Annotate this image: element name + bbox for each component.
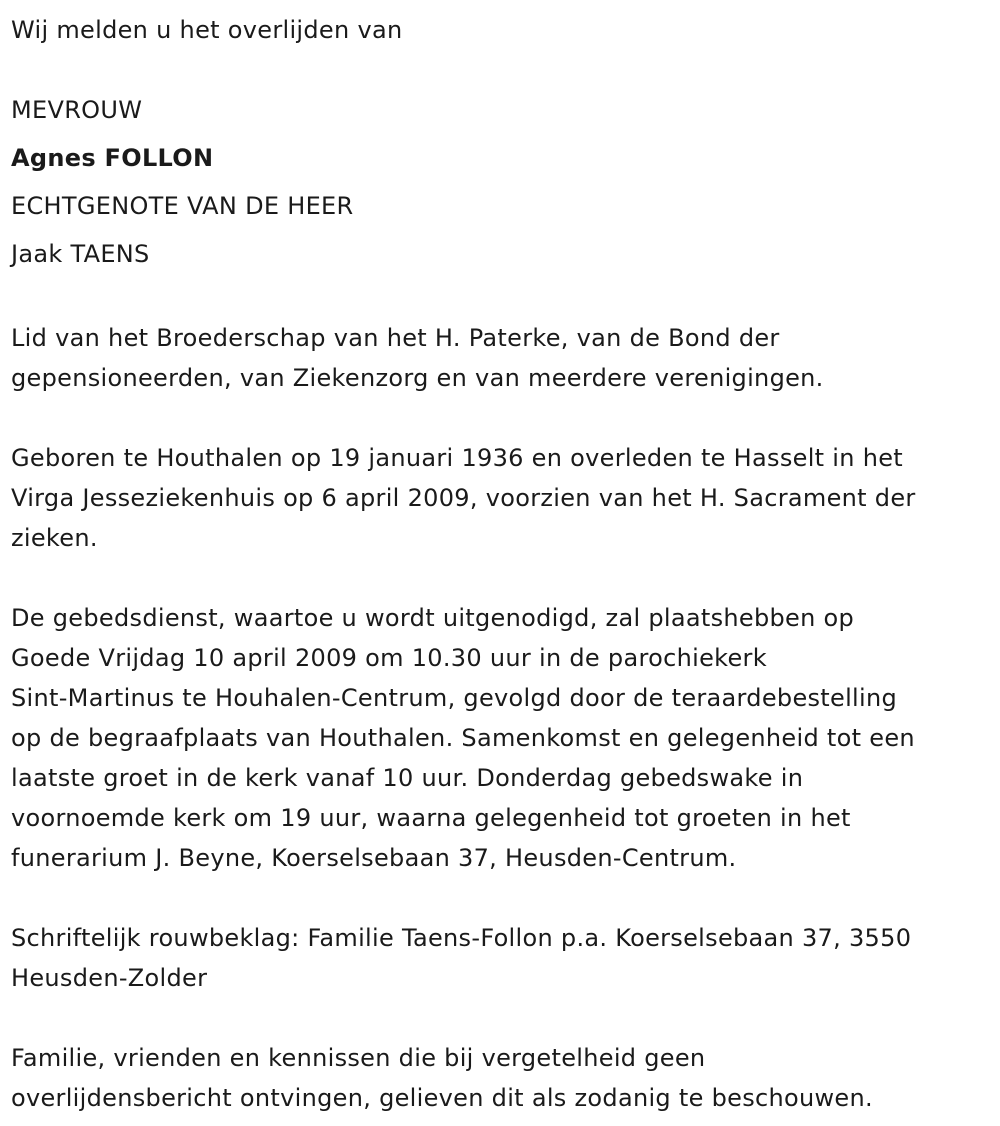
birth-death-line: zieken. bbox=[11, 524, 98, 552]
service-line: laatste groet in de kerk vanaf 10 uur. Donderdag gebedswake in bbox=[11, 764, 804, 792]
service-paragraph bbox=[11, 598, 991, 878]
birth-death-line: Virga Jesseziekenhuis op 6 april 2009, voorzien van het H. Sacrament der bbox=[11, 484, 916, 512]
obituary-notice bbox=[11, 6, 991, 1118]
service-line: op de begraafplaats van Houthalen. Samenkomst en gelegenheid tot een bbox=[11, 724, 915, 752]
spacer bbox=[11, 878, 991, 918]
spacer bbox=[11, 54, 991, 86]
service-line: funerarium J. Beyne, Koerselsebaan 37, Heusden-Centrum. bbox=[11, 844, 737, 872]
spacer bbox=[11, 558, 991, 598]
spacer bbox=[11, 998, 991, 1038]
birth-death-paragraph bbox=[11, 438, 991, 558]
closing-line: Familie, vrienden en kennissen die bij vergetelheid geen bbox=[11, 1044, 706, 1072]
condolence-line: Heusden-Zolder bbox=[11, 964, 208, 992]
deceased-name: Agnes FOLLON bbox=[11, 144, 214, 172]
spacer bbox=[11, 398, 991, 438]
service-line: Goede Vrijdag 10 april 2009 om 10.30 uur in de parochiekerk bbox=[11, 644, 767, 672]
condolence-line: Schriftelijk rouwbeklag: Familie Taens-Follon p.a. Koerselsebaan 37, 3550 bbox=[11, 924, 912, 952]
closing-paragraph bbox=[11, 1038, 991, 1118]
spouse-name: Jaak TAENS bbox=[11, 240, 150, 268]
birth-death-line: Geboren te Houthalen op 19 januari 1936 en overleden te Hasselt in het bbox=[11, 444, 903, 472]
service-line: voornoemde kerk om 19 uur, waarna gelegenheid tot groeten in het bbox=[11, 804, 851, 832]
service-line: De gebedsdienst, waartoe u wordt uitgenodigd, zal plaatshebben op bbox=[11, 604, 855, 632]
membership-line: gepensioneerden, van Ziekenzorg en van meerdere verenigingen. bbox=[11, 364, 824, 392]
spacer bbox=[11, 278, 991, 318]
condolence-paragraph bbox=[11, 918, 991, 998]
intro-line: Wij melden u het overlijden van bbox=[11, 16, 403, 44]
service-line: Sint-Martinus te Houhalen-Centrum, gevolgd door de teraardebestelling bbox=[11, 684, 898, 712]
closing-line: overlijdensbericht ontvingen, gelieven dit als zodanig te beschouwen. bbox=[11, 1084, 873, 1112]
membership-paragraph bbox=[11, 318, 991, 398]
deceased-title: MEVROUW bbox=[11, 96, 143, 124]
relation-line: ECHTGENOTE VAN DE HEER bbox=[11, 192, 354, 220]
membership-line: Lid van het Broederschap van het H. Paterke, van de Bond der bbox=[11, 324, 780, 352]
